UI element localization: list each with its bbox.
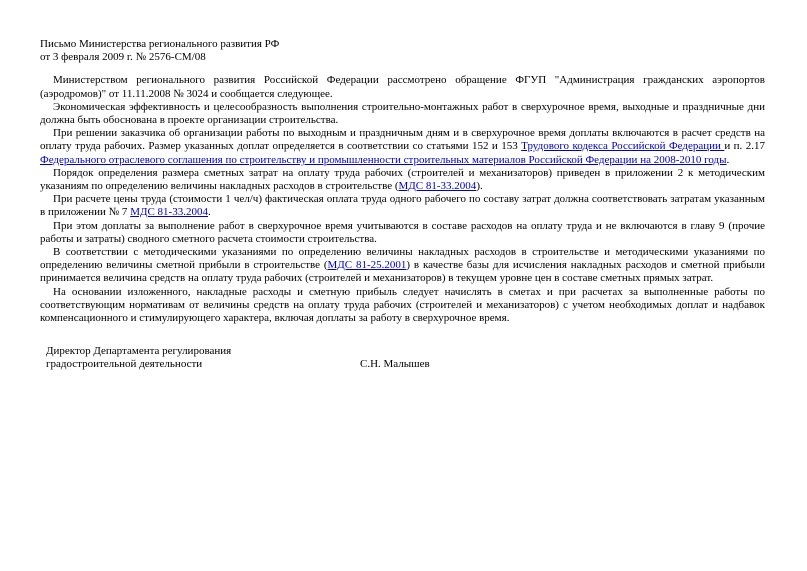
paragraph-3-text-3: .: [726, 153, 730, 166]
paragraph-5-text-2: .: [207, 206, 211, 219]
signature-block: [46, 345, 765, 371]
paragraph-8: На основании изложенного, накладные расходы и сметную прибыль следует начислять в сметах и при расчетах за выполненные работы по соответствующим нормативам от величины средств на оплату труда рабочих (строителей и механизаторов) с учетом необходимых доплат и надбавок компенсационного и стимулирующего характера, включая доплаты за работу в сверхурочное время.: [40, 285, 765, 325]
signature-row: [46, 358, 765, 371]
signatory-title-line2: градостроительной деятельности: [46, 358, 203, 371]
doc-title: Письмо Министерства регионального развития РФ: [40, 38, 280, 50]
paragraph-5-text: При расчете цены труда (стоимости 1 чел/ч) фактическая оплата труда одного рабочего по составу затрат должна соответствовать затратам указанным в приложении № 7: [40, 193, 765, 219]
paragraph-3: [40, 127, 765, 167]
signatory-title-line1: Директор Департамента регулирования: [46, 345, 232, 358]
doc-date-number: от 3 февраля 2009 г. № 2576-СМ/08: [40, 51, 206, 64]
paragraph-7: [40, 246, 765, 286]
paragraph-4-text-2: ).: [476, 180, 483, 193]
paragraph-7-text-2: ) в качестве базы для исчисления накладных расходов и сметной прибыли принимается величина средств на оплату труда рабочих (строителей и механизаторов) в текущем уровне цен в составе сметных прямых затрат.: [40, 259, 765, 285]
paragraph-1: Министерством регионального развития Российской Федерации рассмотрено обращение ФГУП "Администрация гражданских аэропортов (аэродромов)" от 11.11.2008 № 3024 и сообщается следующее.: [40, 74, 765, 100]
paragraph-5: [40, 193, 765, 219]
paragraph-4: [40, 167, 765, 193]
document-body: [40, 38, 765, 372]
paragraph-2: Экономическая эффективность и целесообразность выполнения строительно-монтажных работ в сверхурочное время, выходные и праздничные дни должна быть обоснована в проекте организации строительства.: [40, 100, 765, 127]
paragraph-6: При этом доплаты за выполнение работ в сверхурочное время учитываются в составе расходов на оплату труда и не включаются в главу 9 (прочие работы и затраты) сводного сметного расчета стоимости строительства.: [40, 219, 765, 245]
paragraph-3-text-2: и п. 2.17: [724, 140, 765, 153]
paragraph-3-text: При решении заказчика об организации работы по выходным и праздничным дням и в сверхурочное время доплаты включаются в расчет средств на оплату труда рабочих. Размер указанных доплат определяется в соответствии со статьями 152 и 153: [40, 127, 765, 153]
link-mds-81-33-appendix[interactable]: МДС 81-33.2004: [130, 206, 208, 219]
signatory-name: С.Н. Малышев: [360, 358, 430, 371]
link-mds-81-33[interactable]: МДС 81-33.2004: [398, 180, 477, 193]
link-industry-agreement[interactable]: Федерального отраслевого соглашения по строительству и промышленности строительных материалов Российской Федерации на 2008-2010 годы: [40, 153, 727, 166]
paragraph-7-text: В соответствии с методическими указаниями по определению величины накладных расходов в строительстве и методическими указаниями по определению величины сметной прибыли в строительстве (: [40, 246, 765, 272]
paragraph-4-text: Порядок определения размера сметных затрат на оплату труда рабочих (строителей и механизаторов) приведен в приложении 2 к методическим указаниям по определению величины накладных расходов в строительстве (: [40, 166, 765, 193]
link-mds-81-25[interactable]: МДС 81-25.2001: [327, 259, 407, 272]
link-labor-code[interactable]: Трудового кодекса Российской Федерации: [521, 140, 725, 153]
